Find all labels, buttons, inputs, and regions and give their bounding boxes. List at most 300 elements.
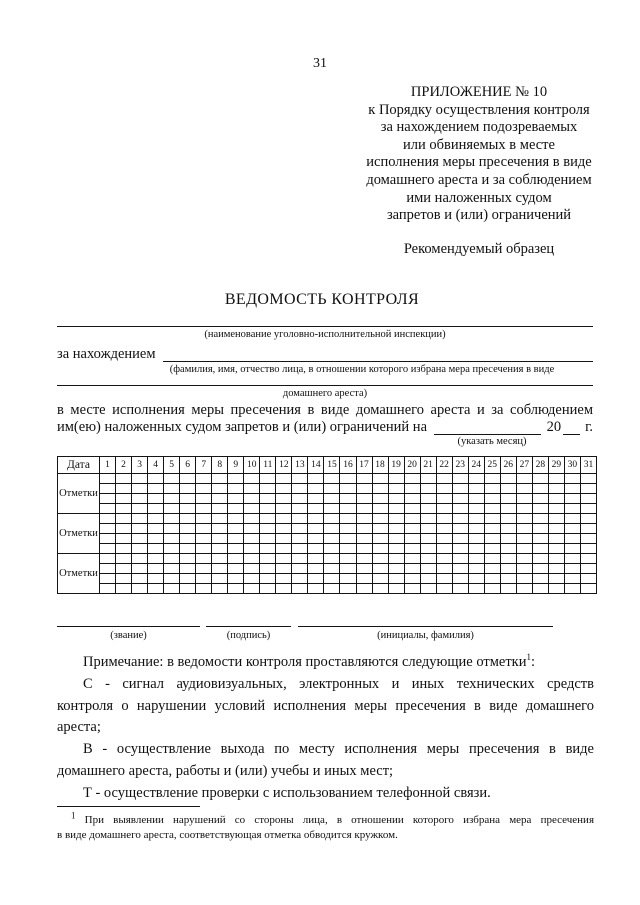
mark-cell [324,524,340,534]
mark-cell [548,544,564,554]
note-intro-line [57,652,594,674]
mark-cell [228,484,244,494]
mark-cell [180,564,196,574]
mark-cell [404,474,420,484]
mark-cell [500,494,516,504]
mark-cell [420,524,436,534]
mark-cell [276,574,292,584]
mark-cell [100,484,116,494]
mark-cell [388,564,404,574]
year-prefix-label: 20 [546,419,562,435]
day-header-cell: 11 [260,457,276,474]
mark-cell [532,474,548,484]
day-header-cell: 1 [100,457,116,474]
mark-cell [484,564,500,574]
mark-cell [468,494,484,504]
mark-cell [292,474,308,484]
mark-cell [548,504,564,514]
mark-cell [500,574,516,584]
mark-cell [196,504,212,514]
mark-cell [244,494,260,504]
mark-cell [228,564,244,574]
mark-cell [196,584,212,594]
mark-cell [580,504,596,514]
mark-cell [212,544,228,554]
mark-cell [116,484,132,494]
mark-cell [468,584,484,594]
mark-cell [340,534,356,544]
mark-cell [452,574,468,584]
mark-cell [276,584,292,594]
day-header-cell: 28 [532,457,548,474]
mark-cell [180,484,196,494]
person-name-blank-line [163,346,593,362]
mark-cell [276,564,292,574]
mark-cell [532,514,548,524]
note-intro-colon: : [530,654,536,670]
mark-cell [372,554,388,564]
mark-cell [436,524,452,534]
mark-cell [548,584,564,594]
mark-cell [388,524,404,534]
mark-cell [388,574,404,584]
mark-cell [356,484,372,494]
mark-cell [356,514,372,524]
mark-cell [116,514,132,524]
mark-cell [452,554,468,564]
mark-cell [532,504,548,514]
mark-cell [260,584,276,594]
note-mark-v-line-1: В - осуществление выхода по месту исполнения меры пресечения в виде [83,741,594,758]
mark-cell [404,544,420,554]
mark-cell [468,564,484,574]
mark-cell [484,494,500,504]
day-header-cell: 9 [228,457,244,474]
mark-cell [100,494,116,504]
mark-cell [388,504,404,514]
day-header-cell: 22 [436,457,452,474]
mark-cell [100,554,116,564]
mark-cell [164,514,180,524]
mark-cell [164,554,180,564]
mark-cell [548,524,564,534]
mark-cell [356,534,372,544]
mark-cell [468,474,484,484]
month-blank-line [434,419,541,435]
mark-cell [292,564,308,574]
mark-cell [564,584,580,594]
mark-cell [452,494,468,504]
mark-cell [516,494,532,504]
mark-cell [132,484,148,494]
mark-cell [548,484,564,494]
mark-cell [148,524,164,534]
mark-cell [484,504,500,514]
mark-cell [532,484,548,494]
mark-cell [308,574,324,584]
mark-cell [356,504,372,514]
mark-cell [532,524,548,534]
mark-cell [436,494,452,504]
mark-cell [116,564,132,574]
mark-cell [452,484,468,494]
mark-cell [148,474,164,484]
mark-cell [212,524,228,534]
mark-cell [452,534,468,544]
mark-cell [260,554,276,564]
mark-cell [244,534,260,544]
mark-cell [420,544,436,554]
mark-cell [580,514,596,524]
mark-cell [100,514,116,524]
mark-cell [292,584,308,594]
mark-cell [212,504,228,514]
mark-cell [324,584,340,594]
mark-cell [228,504,244,514]
mark-cell [420,574,436,584]
mark-cell [324,504,340,514]
day-header-cell: 17 [356,457,372,474]
mark-cell [132,504,148,514]
mark-cell [100,504,116,514]
mark-cell [516,484,532,494]
day-header-cell: 4 [148,457,164,474]
mark-cell [404,494,420,504]
mark-cell [180,534,196,544]
mark-cell [212,564,228,574]
mark-cell [164,564,180,574]
rank-caption: (звание) [110,630,147,641]
mark-cell [580,554,596,564]
mark-cell [100,574,116,584]
mark-cell [404,534,420,544]
mark-cell [260,474,276,484]
body-paragraph-line-1: в месте исполнения меры пресечения в виде домашнего ареста и за соблюдением [57,402,593,418]
mark-cell [548,554,564,564]
mark-cell [276,524,292,534]
mark-cell [452,584,468,594]
mark-cell [500,474,516,484]
mark-cell [148,574,164,584]
mark-cell [308,554,324,564]
mark-cell [468,554,484,564]
mark-cell [580,574,596,584]
mark-cell [116,524,132,534]
mark-cell [228,544,244,554]
mark-cell [356,524,372,534]
mark-cell [580,484,596,494]
mark-cell [244,484,260,494]
day-header-cell: 26 [500,457,516,474]
day-header-cell: 14 [308,457,324,474]
mark-cell [116,494,132,504]
mark-cell [372,574,388,584]
mark-cell [180,524,196,534]
mark-cell [132,544,148,554]
mark-cell [148,554,164,564]
mark-cell [180,474,196,484]
mark-cell [452,564,468,574]
mark-cell [132,534,148,544]
mark-cell [292,544,308,554]
mark-cell [356,474,372,484]
mark-cell [276,494,292,504]
mark-cell [180,544,196,554]
mark-cell [244,524,260,534]
mark-cell [164,574,180,584]
footnote-line-1 [57,810,594,828]
mark-cell [436,554,452,564]
mark-cell [148,534,164,544]
mark-cell [100,474,116,484]
mark-cell [420,554,436,564]
mark-cell [324,514,340,524]
mark-cell [276,554,292,564]
mark-cell [580,494,596,504]
mark-cell [228,534,244,544]
mark-cell [372,504,388,514]
mark-cell [548,574,564,584]
day-header-cell: 5 [164,457,180,474]
mark-cell [516,524,532,534]
mark-cell [116,504,132,514]
mark-cell [516,574,532,584]
mark-cell [132,514,148,524]
mark-cell [484,554,500,564]
mark-cell [212,584,228,594]
mark-cell [420,484,436,494]
mark-cell [340,564,356,574]
mark-cell [420,504,436,514]
mark-cell [420,474,436,484]
mark-cell [532,554,548,564]
sign-signature-line [206,626,291,627]
mark-cell [388,554,404,564]
mark-cell [244,554,260,564]
mark-cell [260,534,276,544]
appendix-line: ими наложенных судом [406,189,552,206]
day-header-cell: 23 [452,457,468,474]
mark-cell [164,494,180,504]
mark-cell [436,584,452,594]
mark-cell [404,504,420,514]
mark-cell [580,534,596,544]
mark-cell [564,554,580,564]
mark-cell [196,474,212,484]
mark-cell [340,584,356,594]
day-header-cell: 25 [484,457,500,474]
note-mark-t-line: Т - осуществление проверки с использованием телефонной связи. [83,784,491,801]
mark-cell [100,524,116,534]
mark-cell [564,574,580,584]
mark-cell [308,474,324,484]
mark-cell [228,494,244,504]
mark-cell [532,584,548,594]
appendix-line: за нахождением подозреваемых [380,119,578,136]
mark-cell [276,474,292,484]
mark-cell [244,514,260,524]
mark-cell [372,494,388,504]
control-table [57,456,597,594]
mark-cell [580,524,596,534]
mark-cell [196,524,212,534]
mark-cell [404,584,420,594]
mark-cell [484,574,500,584]
mark-cell [148,564,164,574]
appendix-line: ПРИЛОЖЕНИЕ № 10 [410,84,548,100]
mark-cell [484,474,500,484]
note-mark-v-line-2: домашнего ареста, работы и (или) учебы и иных мест; [57,762,394,779]
day-header-cell: 15 [324,457,340,474]
mark-cell [548,494,564,504]
mark-cell [580,474,596,484]
mark-cell [116,534,132,544]
mark-cell [308,524,324,534]
mark-cell [260,484,276,494]
mark-cell [564,484,580,494]
day-header-cell: 8 [212,457,228,474]
mark-cell [356,544,372,554]
mark-cell [484,514,500,524]
mark-cell [292,514,308,524]
mark-cell [532,564,548,574]
mark-cell [372,544,388,554]
mark-cell [260,494,276,504]
mark-cell [468,524,484,534]
mark-cell [116,574,132,584]
appendix-header [356,84,602,225]
footnote-section [57,810,594,842]
mark-cell [404,484,420,494]
mark-cell [500,544,516,554]
day-header-cell: 12 [276,457,292,474]
mark-cell [340,524,356,534]
mark-cell [228,554,244,564]
mark-cell [276,504,292,514]
mark-cell [164,484,180,494]
mark-cell [180,574,196,584]
mark-cell [484,524,500,534]
mark-cell [388,544,404,554]
mark-cell [516,544,532,554]
mark-cell [292,524,308,534]
mark-cell [196,494,212,504]
mark-cell [340,574,356,584]
mark-cell [308,514,324,524]
mark-cell [324,534,340,544]
mark-cell [564,514,580,524]
house-arrest-caption: домашнего ареста) [282,388,368,399]
day-header-cell: 3 [132,457,148,474]
mark-cell [292,534,308,544]
mark-cell [308,504,324,514]
mark-cell [436,514,452,524]
mark-cell [100,534,116,544]
day-header-cell: 10 [244,457,260,474]
mark-cell [180,584,196,594]
mark-cell [148,584,164,594]
mark-cell [548,474,564,484]
mark-cell [564,564,580,574]
day-header-cell: 13 [292,457,308,474]
mark-cell [468,574,484,584]
date-header-cell: Дата [58,457,100,474]
mark-cell [196,544,212,554]
mark-cell [324,494,340,504]
mark-cell [548,564,564,574]
inspection-name-caption: (наименование уголовно-исполнительной инспекции) [204,329,446,340]
mark-cell [116,544,132,554]
day-header-cell: 31 [580,457,596,474]
mark-cell [420,564,436,574]
mark-cell [532,534,548,544]
mark-cell [132,564,148,574]
mark-cell [564,474,580,484]
mark-cell [132,584,148,594]
name-signature-line [298,626,553,627]
mark-cell [228,574,244,584]
appendix-line: исполнения меры пресечения в виде [366,154,592,171]
mark-cell [500,504,516,514]
sign-caption: (подпись) [226,630,271,641]
mark-cell [436,564,452,574]
mark-cell [180,494,196,504]
body-paragraph-line-2 [57,419,593,435]
day-header-cell: 19 [388,457,404,474]
mark-cell [212,494,228,504]
mark-cell [436,534,452,544]
person-name-blank-line-2 [57,385,593,386]
mark-cell [356,494,372,504]
appendix-line: к Порядку осуществления контроля [368,101,590,118]
mark-cell [196,534,212,544]
mark-cell [516,514,532,524]
note-mark-s-line-3: ареста; [57,719,101,736]
day-header-cell: 7 [196,457,212,474]
mark-cell [500,584,516,594]
mark-cell [132,524,148,534]
mark-cell [452,514,468,524]
mark-cell [452,504,468,514]
mark-cell [532,494,548,504]
mark-cell [196,484,212,494]
mark-cell [500,534,516,544]
mark-cell [276,534,292,544]
mark-cell [372,514,388,524]
note-mark-s-line-1: С - сигнал аудиовизуальных, электронных и иных технических средств [83,675,594,692]
mark-cell [116,554,132,564]
mark-cell [404,564,420,574]
mark-cell [532,544,548,554]
mark-cell [244,544,260,554]
mark-cell [132,554,148,564]
mark-cell [516,584,532,594]
note-mark-s-line-2: контроля о нарушении условий исполнения меры пресечения в виде домашнего [57,697,594,714]
appendix-line: запретов и (или) ограничений [386,207,572,224]
mark-cell [260,524,276,534]
mark-cell [212,574,228,584]
mark-cell [132,494,148,504]
mark-cell [324,574,340,584]
mark-cell [100,564,116,574]
mark-cell [212,484,228,494]
day-header-cell: 18 [372,457,388,474]
mark-cell [212,534,228,544]
mark-cell [468,544,484,554]
mark-cell [372,474,388,484]
mark-cell [180,504,196,514]
mark-cell [436,474,452,484]
